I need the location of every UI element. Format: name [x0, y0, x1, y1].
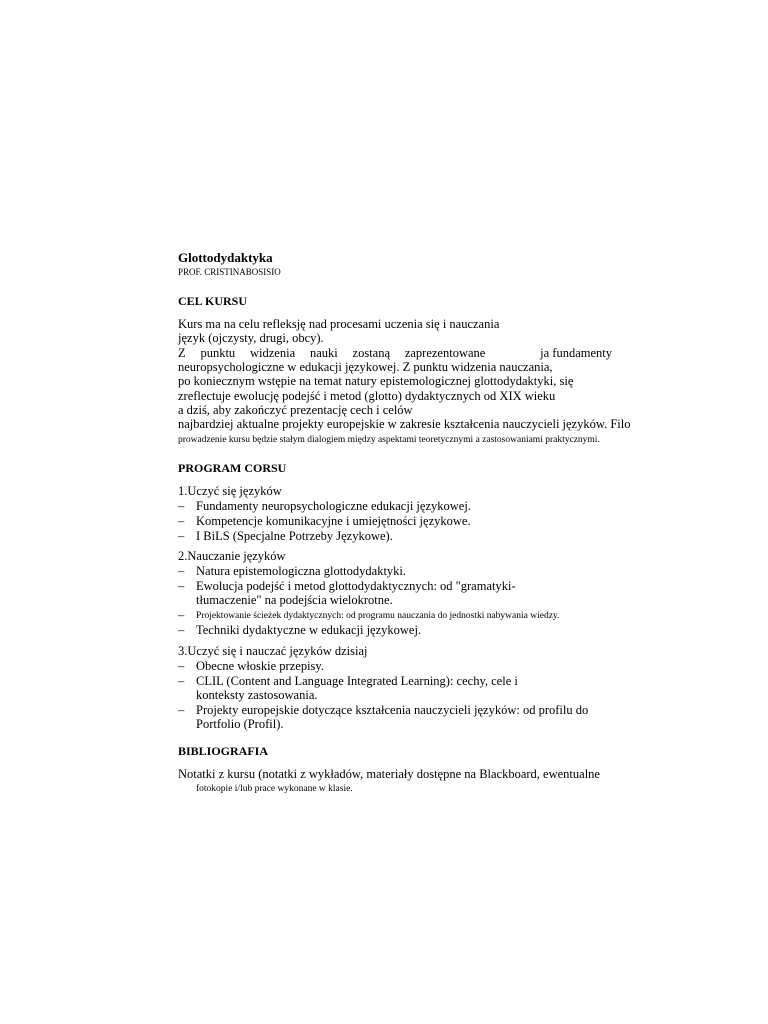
document-title: Glottodydaktyka	[178, 250, 273, 265]
program-section-3-title: 3.Uczyć się i nauczać języków dzisiaj	[178, 644, 368, 658]
program-section-2-title: 2.Nauczanie języków	[178, 549, 286, 563]
cel-line-3-word: widzenia	[250, 346, 296, 360]
program-section-1-title: 1.Uczyć się języków	[178, 484, 282, 498]
bibliografia-line-2: fotokopie i/lub prace wykonane w klasie.	[196, 784, 353, 794]
list-item-continuation: tłumaczenie" na podejścia wielokrotne.	[196, 593, 393, 607]
list-dash: –	[178, 564, 185, 578]
cel-line-3-word: nauki	[309, 346, 338, 360]
list-dash: –	[178, 608, 185, 622]
cel-line-3-word: zaprezentowane	[404, 346, 486, 360]
cel-line-5: po koniecznym wstępie na temat natury epistemologicznej glottodydaktyki, się	[178, 374, 574, 388]
list-dash: –	[178, 659, 185, 673]
cel-line-6: zreflectuje ewolucję podejść i metod (glotto) dydaktycznych od XIX wieku	[178, 389, 556, 403]
program-heading: PROGRAM CORSU	[178, 461, 287, 475]
bibliografia-heading: BIBLIOGRAFIA	[178, 744, 269, 758]
list-dash: –	[178, 514, 185, 528]
cel-line-3	[178, 346, 612, 361]
cel-line-3-word: zostaną	[352, 346, 391, 360]
cel-line-7: a dziś, aby zakończyć prezentację cech i celów	[178, 403, 413, 417]
list-dash: –	[178, 499, 185, 513]
cel-line-3-word: ja fundamenty	[540, 346, 612, 360]
list-dash: –	[178, 579, 185, 593]
list-item: Fundamenty neuropsychologiczne edukacji językowej.	[196, 499, 471, 513]
list-item: Obecne włoskie przepisy.	[196, 659, 324, 673]
list-item: Ewolucja podejść i metod glottodydaktycznych: od "gramatyki-	[196, 579, 516, 593]
cel-line-9: prowadzenie kursu będzie stałym dialogiem między aspektami teoretycznymi a zastosowaniami praktycznymi.	[178, 435, 600, 445]
cel-kursu-heading: CEL KURSU	[178, 294, 248, 308]
list-dash: –	[178, 674, 185, 688]
list-dash: –	[178, 529, 185, 543]
list-item-continuation: konteksty zastosowania.	[196, 688, 318, 702]
cel-line-3-word: punktu	[200, 346, 236, 360]
list-item: Natura epistemologiczna glottodydaktyki.	[196, 564, 407, 578]
cel-line-4: neuropsychologiczne w edukacji językowej. Z punktu widzenia nauczania,	[178, 360, 553, 374]
list-item: I BiLS (Specjalne Potrzeby Językowe).	[196, 529, 393, 543]
list-item: Kompetencje komunikacyjne i umiejętności językowe.	[196, 514, 471, 528]
cel-line-8: najbardziej aktualne projekty europejskie w zakresie kształcenia nauczycieli języków. Filo	[178, 417, 631, 431]
list-dash: –	[178, 623, 185, 637]
list-dash: –	[178, 703, 185, 717]
cel-line-3-word: Z	[178, 346, 186, 360]
professor-name: PROF. CRISTINABOSISIO	[178, 267, 281, 277]
list-item: Projektowanie ścieżek dydaktycznych: od programu nauczania do jednostki nabywania wiedzy.	[196, 611, 560, 621]
list-item: Techniki dydaktyczne w edukacji językowej.	[196, 623, 422, 637]
list-item-continuation: Portfolio (Profil).	[196, 717, 284, 731]
list-item: CLIL (Content and Language Integrated Learning): cechy, cele i	[196, 674, 518, 688]
list-item: Projekty europejskie dotyczące kształcenia nauczycieli języków: od profilu do	[196, 703, 589, 717]
bibliografia-line-1: Notatki z kursu (notatki z wykładów, materiały dostępne na Blackboard, ewentualne	[178, 767, 600, 781]
cel-line-2: język (ojczysty, drugi, obcy).	[178, 331, 324, 345]
cel-line-1: Kurs ma na celu refleksję nad procesami uczenia się i nauczania	[178, 317, 500, 331]
